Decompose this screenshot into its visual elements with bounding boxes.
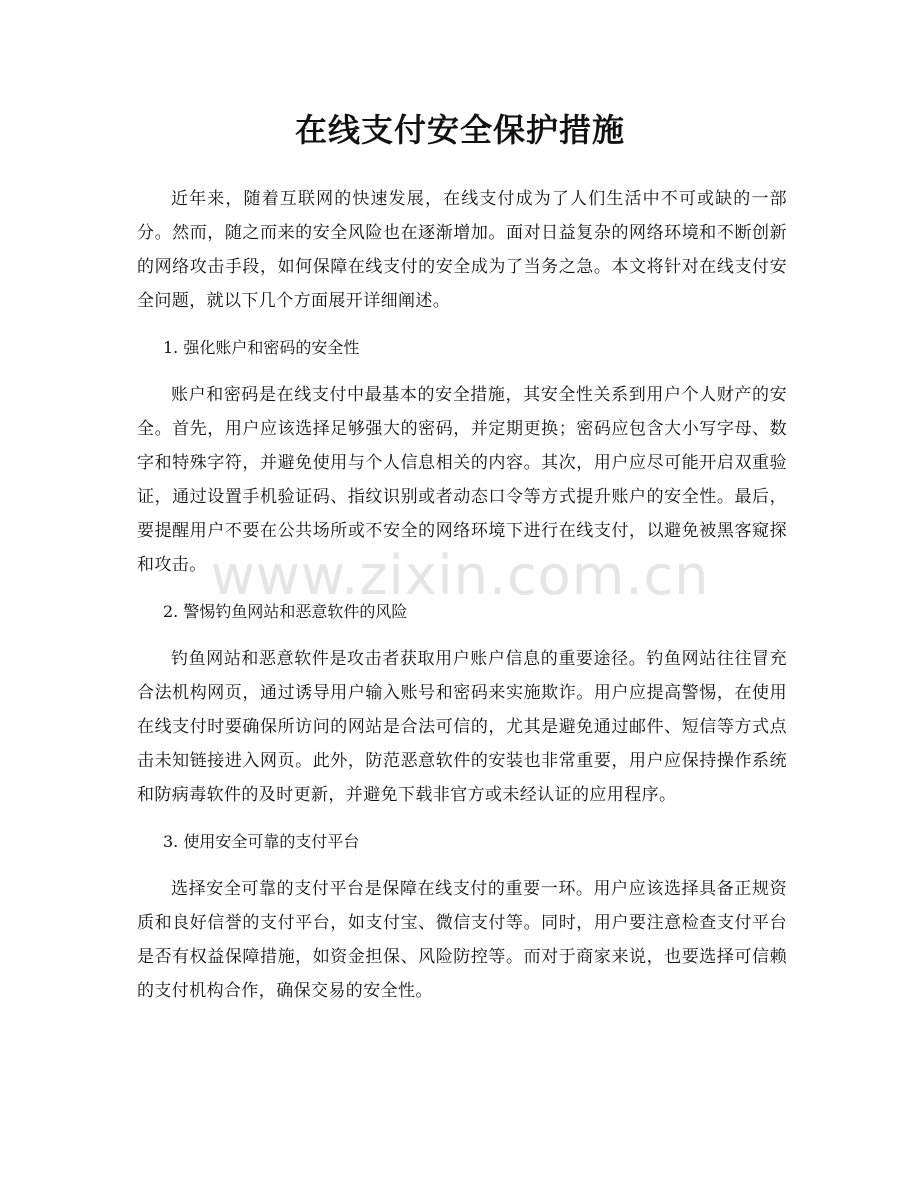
section-body-2: 钓鱼网站和恶意软件是攻击者获取用户账户信息的重要途径。钓鱼网站往往冒充合法机构网页，通过诱导用户输入账号和密码来实施欺诈。用户应提高警惕，在使用在线支付时要确保所访问的网站是合法可信的，尤其是避免通过邮件、短信等方式点击未知链接进入网页。此外，防范恶意软件的安装也非常重要，用户应保持操作系统和防病毒软件的及时更新，并避免下载非官方或未经认证的应用程序。 (137, 649, 787, 805)
spacer (137, 365, 787, 378)
spacer (137, 582, 787, 595)
section-heading-3: 3. 使用安全可靠的支付平台 (163, 832, 360, 851)
section-body-3: 选择安全可靠的支付平台是保障在线支付的重要一环。用户应该选择具备正规资质和良好信誉的支付平台，如支付宝、微信支付等。同时，用户要注意检查支付平台是否有权益保障措施，如资金担保、风险防控等。而对于商家来说，也要选择可信赖的支付机构合作，确保交易的安全性。 (137, 879, 787, 1001)
section-heading-1: 1. 强化账户和密码的安全性 (163, 338, 360, 357)
document-body (137, 182, 787, 1008)
section-body-1: 账户和密码是在线支付中最基本的安全措施，其安全性关系到用户个人财产的安全。首先，用户应该选择足够强大的密码，并定期更换；密码应包含大小写字母、数字和特殊字符，并避免使用与个人信息相关的内容。其次，用户应尽可能开启双重验证，通过设置手机验证码、指纹识别或者动态口令等方式提升账户的安全性。最后，要提醒用户不要在公共场所或不安全的网络环境下进行在线支付，以避免被黑客窥探和攻击。 (137, 385, 787, 575)
spacer (137, 629, 787, 642)
section-heading-2: 2. 警惕钓鱼网站和恶意软件的风险 (163, 602, 408, 621)
watermark: www.zixin.com.cn (210, 544, 710, 607)
intro-paragraph: 近年来，随着互联网的快速发展，在线支付成为了人们生活中不可或缺的一部分。然而，随之而来的安全风险也在逐渐增加。面对日益复杂的网络环境和不断创新的网络攻击手段，如何保障在线支付的安全成为了当务之急。本文将针对在线支付安全问题，就以下几个方面展开详细阐述。 (137, 189, 787, 311)
spacer (137, 812, 787, 825)
spacer (137, 318, 787, 331)
document-title: 在线支付安全保护措施 (294, 111, 625, 149)
spacer (137, 859, 787, 872)
